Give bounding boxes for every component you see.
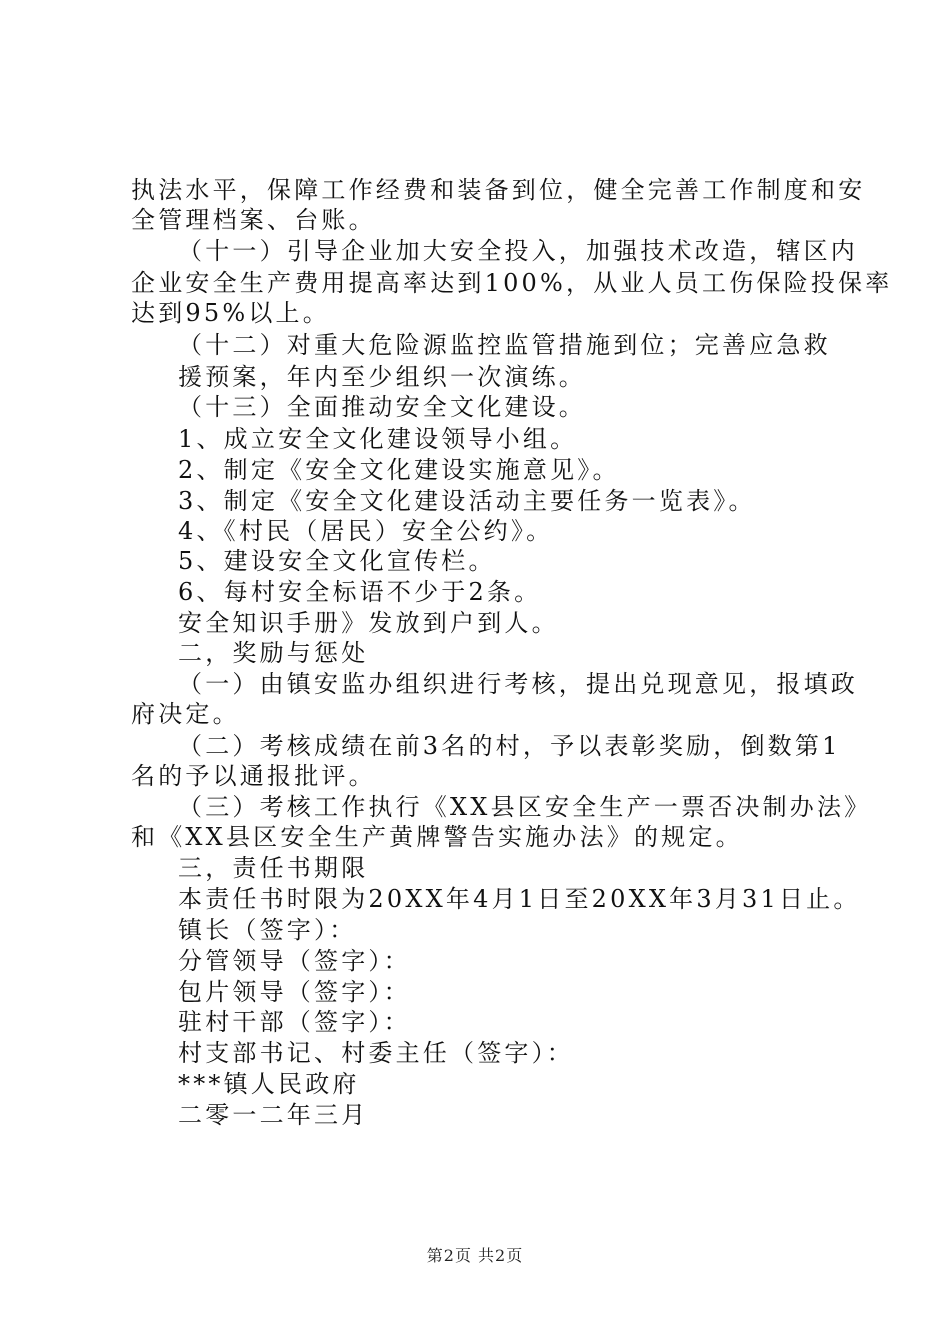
list-item: 4、《村民（居民）安全公约》。	[178, 517, 554, 545]
date-line: 二零一二年三月	[178, 1101, 369, 1129]
text-line: 安全知识手册》发放到户到人。	[178, 609, 559, 637]
text-line: 企业安全生产费用提高率达到100%，从业人员工伤保险投保率	[131, 269, 893, 297]
list-item: 5、建设安全文化宣传栏。	[178, 547, 496, 575]
list-item: 1、成立安全文化建设领导小组。	[178, 425, 578, 453]
text-line: 援预案，年内至少组织一次演练。	[178, 363, 586, 391]
text-line: 本责任书时限为20XX年4月1日至20XX年3月31日止。	[178, 885, 861, 913]
section-heading: 三，责任书期限	[178, 854, 369, 882]
text-line: （十三）全面推动安全文化建设。	[178, 393, 586, 421]
text-line: （十二）对重大危险源监控监管措施到位；完善应急救	[178, 331, 831, 359]
text-line: 名的予以通报批评。	[131, 762, 376, 790]
text-line: （一）由镇安监办组织进行考核，提出兑现意见，报填政	[178, 670, 858, 698]
text-line: （二）考核成绩在前3名的村，予以表彰奖励，倒数第1	[178, 732, 841, 760]
section-heading: 二，奖励与惩处	[178, 639, 369, 667]
signature-line: 村支部书记、村委主任（签字）：	[178, 1039, 574, 1067]
page-footer: 第2页 共2页	[426, 1246, 524, 1265]
list-item: 3、制定《安全文化建设活动主要任务一览表》。	[178, 487, 756, 515]
signature-line: 包片领导（签字）：	[178, 978, 411, 1006]
text-line: 执法水平，保障工作经费和装备到位，健全完善工作制度和安	[131, 176, 866, 204]
signature-line: 分管领导（签字）：	[178, 947, 411, 975]
text-line: （十一）引导企业加大安全投入，加强技术改造，辖区内	[178, 237, 858, 265]
list-item: 2、制定《安全文化建设实施意见》。	[178, 456, 620, 484]
issuer-line: ***镇人民政府	[178, 1070, 360, 1098]
text-line: 达到95%以上。	[131, 299, 330, 327]
signature-line: 驻村干部（签字）：	[178, 1008, 411, 1036]
text-line: 和《XX县区安全生产黄牌警告实施办法》的规定。	[131, 823, 743, 851]
signature-line: 镇长（签字）：	[178, 916, 357, 944]
text-line: 府决定。	[131, 700, 240, 728]
text-line: 全管理档案、台账。	[131, 206, 376, 234]
text-line: （三）考核工作执行《XX县区安全生产一票否决制办法》	[178, 793, 872, 821]
list-item: 6、每村安全标语不少于2条。	[178, 578, 542, 606]
